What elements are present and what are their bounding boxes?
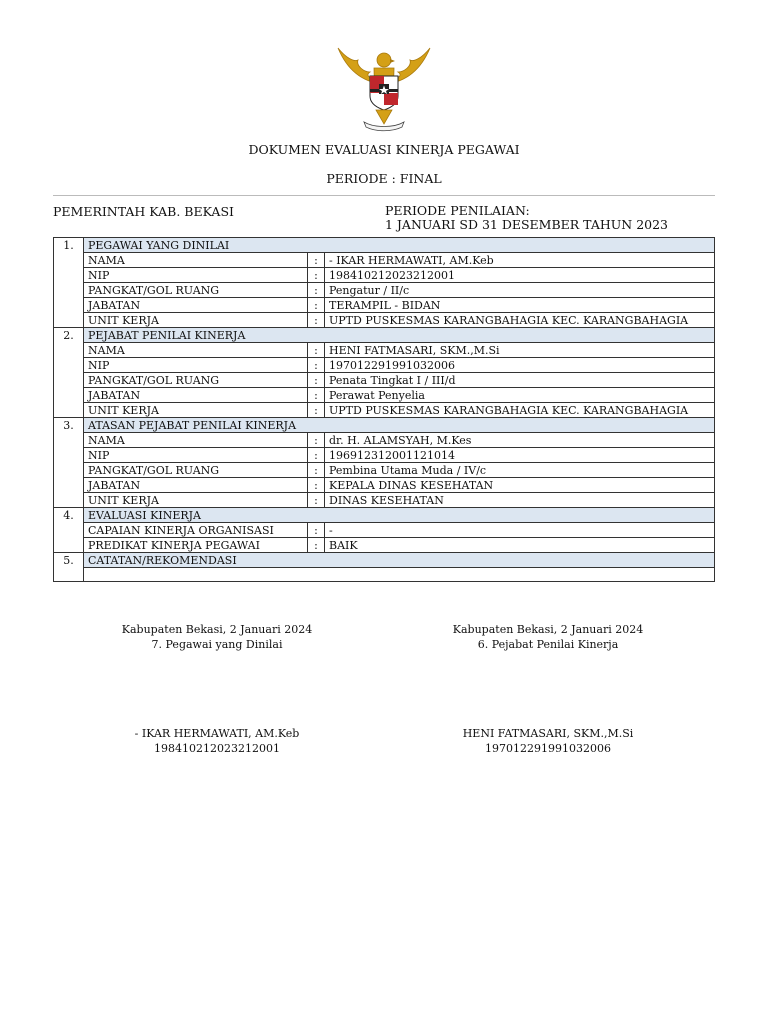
field-label: JABATAN <box>84 298 308 313</box>
field-label: UNIT KERJA <box>84 313 308 328</box>
field-label: NAMA <box>84 433 308 448</box>
field-label: PANGKAT/GOL RUANG <box>84 283 308 298</box>
section-header-row <box>54 238 715 253</box>
header-divider <box>53 195 715 196</box>
field-value: DINAS KESEHATAN <box>325 493 715 508</box>
field-colon: : <box>308 463 325 478</box>
signature-left-place-date: Kabupaten Bekasi, 2 Januari 2024 <box>121 623 313 636</box>
table-row <box>54 268 715 283</box>
signature-left <box>97 622 337 652</box>
field-label: UNIT KERJA <box>84 403 308 418</box>
field-value: Pembina Utama Muda / IV/c <box>325 463 715 478</box>
signature-left-identity <box>97 726 337 756</box>
field-colon: : <box>308 343 325 358</box>
document-title: DOKUMEN EVALUASI KINERJA PEGAWAI <box>248 142 520 157</box>
section-header-row <box>54 418 715 433</box>
table-row <box>54 538 715 553</box>
signature-right-place-date: Kabupaten Bekasi, 2 Januari 2024 <box>452 623 644 636</box>
field-label: JABATAN <box>84 388 308 403</box>
field-label: JABATAN <box>84 478 308 493</box>
signature-right-role: 6. Pejabat Penilai Kinerja <box>477 638 619 651</box>
field-colon: : <box>308 283 325 298</box>
field-label: NIP <box>84 268 308 283</box>
field-colon: : <box>308 358 325 373</box>
field-colon: : <box>308 523 325 538</box>
signature-right-name: HENI FATMASARI, SKM.,M.Si <box>462 727 634 740</box>
field-value: BAIK <box>325 538 715 553</box>
section-number: 4. <box>54 508 84 553</box>
section-number: 2. <box>54 328 84 418</box>
section-title: EVALUASI KINERJA <box>84 508 715 523</box>
table-row <box>54 478 715 493</box>
field-value: Penata Tingkat I / III/d <box>325 373 715 388</box>
field-value: - <box>325 523 715 538</box>
table-row <box>54 298 715 313</box>
section-title: PEGAWAI YANG DINILAI <box>84 238 715 253</box>
field-value: dr. H. ALAMSYAH, M.Kes <box>325 433 715 448</box>
notes-cell <box>84 568 715 582</box>
section-header-row <box>54 508 715 523</box>
field-colon: : <box>308 403 325 418</box>
field-value: 197012291991032006 <box>325 358 715 373</box>
field-label: NIP <box>84 448 308 463</box>
table-row <box>54 253 715 268</box>
signature-right-nip: 197012291991032006 <box>485 742 611 755</box>
field-colon: : <box>308 538 325 553</box>
field-colon: : <box>308 493 325 508</box>
section-header-row <box>54 328 715 343</box>
garuda-emblem-icon <box>334 44 434 132</box>
field-label: NAMA <box>84 343 308 358</box>
field-value: HENI FATMASARI, SKM.,M.Si <box>325 343 715 358</box>
field-colon: : <box>308 253 325 268</box>
signature-right-identity <box>428 726 668 756</box>
periode-penilaian <box>385 204 668 232</box>
field-value: 196912312001121014 <box>325 448 715 463</box>
periode-penilaian-label: PERIODE PENILAIAN: <box>385 203 530 218</box>
field-value: 198410212023212001 <box>325 268 715 283</box>
field-label: NAMA <box>84 253 308 268</box>
field-colon: : <box>308 373 325 388</box>
field-value: UPTD PUSKESMAS KARANGBAHAGIA KEC. KARANGBAHAGIA <box>325 403 715 418</box>
field-colon: : <box>308 433 325 448</box>
periode-label: PERIODE : FINAL <box>326 171 442 186</box>
field-label: NIP <box>84 358 308 373</box>
section-header-row <box>54 553 715 568</box>
section-title: ATASAN PEJABAT PENILAI KINERJA <box>84 418 715 433</box>
field-label: PANGKAT/GOL RUANG <box>84 463 308 478</box>
field-value: UPTD PUSKESMAS KARANGBAHAGIA KEC. KARANGBAHAGIA <box>325 313 715 328</box>
evaluation-table <box>53 237 715 582</box>
table-row <box>54 433 715 448</box>
signature-left-nip: 198410212023212001 <box>154 742 280 755</box>
field-colon: : <box>308 448 325 463</box>
table-row <box>54 403 715 418</box>
field-value: TERAMPIL - BIDAN <box>325 298 715 313</box>
table-row <box>54 343 715 358</box>
table-row <box>54 358 715 373</box>
field-colon: : <box>308 313 325 328</box>
table-row <box>54 493 715 508</box>
field-colon: : <box>308 478 325 493</box>
table-row <box>54 283 715 298</box>
field-value: KEPALA DINAS KESEHATAN <box>325 478 715 493</box>
table-row <box>54 388 715 403</box>
section-number: 3. <box>54 418 84 508</box>
section-number: 1. <box>54 238 84 328</box>
table-row <box>54 523 715 538</box>
signature-left-name: - IKAR HERMAWATI, AM.Keb <box>134 727 300 740</box>
field-label: PANGKAT/GOL RUANG <box>84 373 308 388</box>
field-colon: : <box>308 388 325 403</box>
instansi-label: PEMERINTAH KAB. BEKASI <box>53 204 234 219</box>
section-title: CATATAN/REKOMENDASI <box>84 553 715 568</box>
periode-penilaian-value: 1 JANUARI SD 31 DESEMBER TAHUN 2023 <box>385 217 669 232</box>
empty-notes-row <box>54 568 715 582</box>
field-label: CAPAIAN KINERJA ORGANISASI <box>84 523 308 538</box>
table-row <box>54 448 715 463</box>
field-value: Pengatur / II/c <box>325 283 715 298</box>
signature-right <box>428 622 668 652</box>
field-label: UNIT KERJA <box>84 493 308 508</box>
signature-left-role: 7. Pegawai yang Dinilai <box>151 638 283 651</box>
table-row <box>54 313 715 328</box>
field-value: Perawat Penyelia <box>325 388 715 403</box>
table-row <box>54 463 715 478</box>
field-colon: : <box>308 268 325 283</box>
field-label: PREDIKAT KINERJA PEGAWAI <box>84 538 308 553</box>
table-row <box>54 373 715 388</box>
section-title: PEJABAT PENILAI KINERJA <box>84 328 715 343</box>
field-colon: : <box>308 298 325 313</box>
section-number: 5. <box>54 553 84 582</box>
field-value: - IKAR HERMAWATI, AM.Keb <box>325 253 715 268</box>
